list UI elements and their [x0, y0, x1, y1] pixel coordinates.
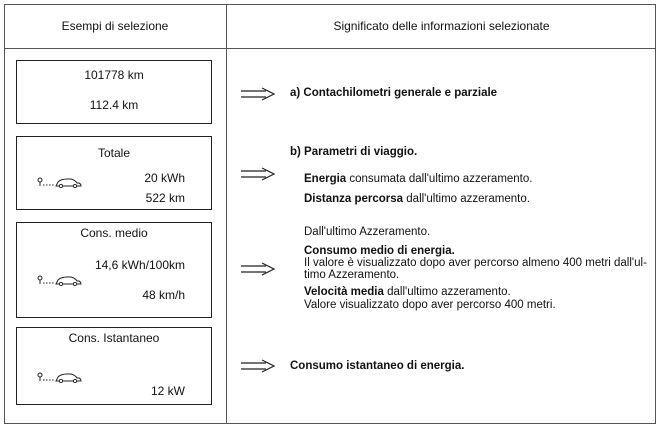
average-consumption-value: 14,6 kWh/100km [94, 258, 185, 272]
header-divider [4, 48, 656, 49]
double-arrow-icon [240, 87, 276, 101]
meaning-distance [304, 193, 530, 206]
example-title: Cons. medio [80, 226, 148, 240]
example-box-average [16, 222, 212, 318]
double-arrow-icon [240, 262, 276, 276]
odometer-trip: 112.4 km [89, 98, 139, 112]
meaning-odometer: a) Contachilometri generale e parziale [290, 87, 498, 99]
car-plug-icon [37, 370, 97, 384]
distance-value: 522 km [145, 191, 185, 205]
speed-label: Velocità media [304, 286, 384, 298]
example-box-instant [16, 327, 212, 405]
distance-desc: dall'ultimo azzeramento. [403, 193, 530, 205]
distance-label: Distanza percorsa [304, 193, 404, 205]
example-title: Totale [97, 146, 131, 160]
double-arrow-icon [240, 167, 276, 181]
energy-value: 20 kWh [144, 171, 185, 185]
meaning-average-consumption: Consumo medio di energia. [304, 245, 455, 257]
energy-label: Energia [304, 173, 347, 185]
meaning-average-note-1: Il valore è visualizzato dopo aver percorso almeno 400 metri dall'ul- [304, 257, 647, 269]
double-arrow-icon [240, 359, 276, 373]
odometer-total: 101778 km [84, 68, 144, 82]
header-examples: Esempi di selezione [61, 19, 169, 33]
meaning-average-speed [304, 286, 511, 299]
car-plug-icon [37, 175, 97, 189]
average-speed-value: 48 km/h [142, 288, 185, 302]
meaning-energy [304, 173, 532, 186]
instant-consumption-value: 12 kW [150, 384, 185, 398]
meaning-instant-consumption: Consumo istantaneo di energia. [290, 360, 465, 372]
meaning-since-reset: Dall'ultimo Azzeramento. [304, 226, 431, 238]
meaning-average-note-2: timo Azzeramento. [304, 269, 400, 281]
example-box-total [16, 136, 212, 210]
energy-desc: consumata dall'ultimo azzeramento. [346, 173, 533, 185]
meaning-trip-params-title: b) Parametri di viaggio. [290, 146, 418, 158]
car-plug-icon [37, 273, 97, 287]
column-divider [226, 4, 227, 424]
speed-desc: dall'ultimo azzeramento. [383, 286, 511, 298]
header-meaning: Significato delle informazioni selezionate [333, 19, 550, 33]
meaning-speed-note: Valore visualizzato dopo aver percorso 400 metri. [304, 299, 556, 311]
example-box-odometer [16, 60, 212, 124]
example-title: Cons. Istantaneo [68, 331, 160, 345]
